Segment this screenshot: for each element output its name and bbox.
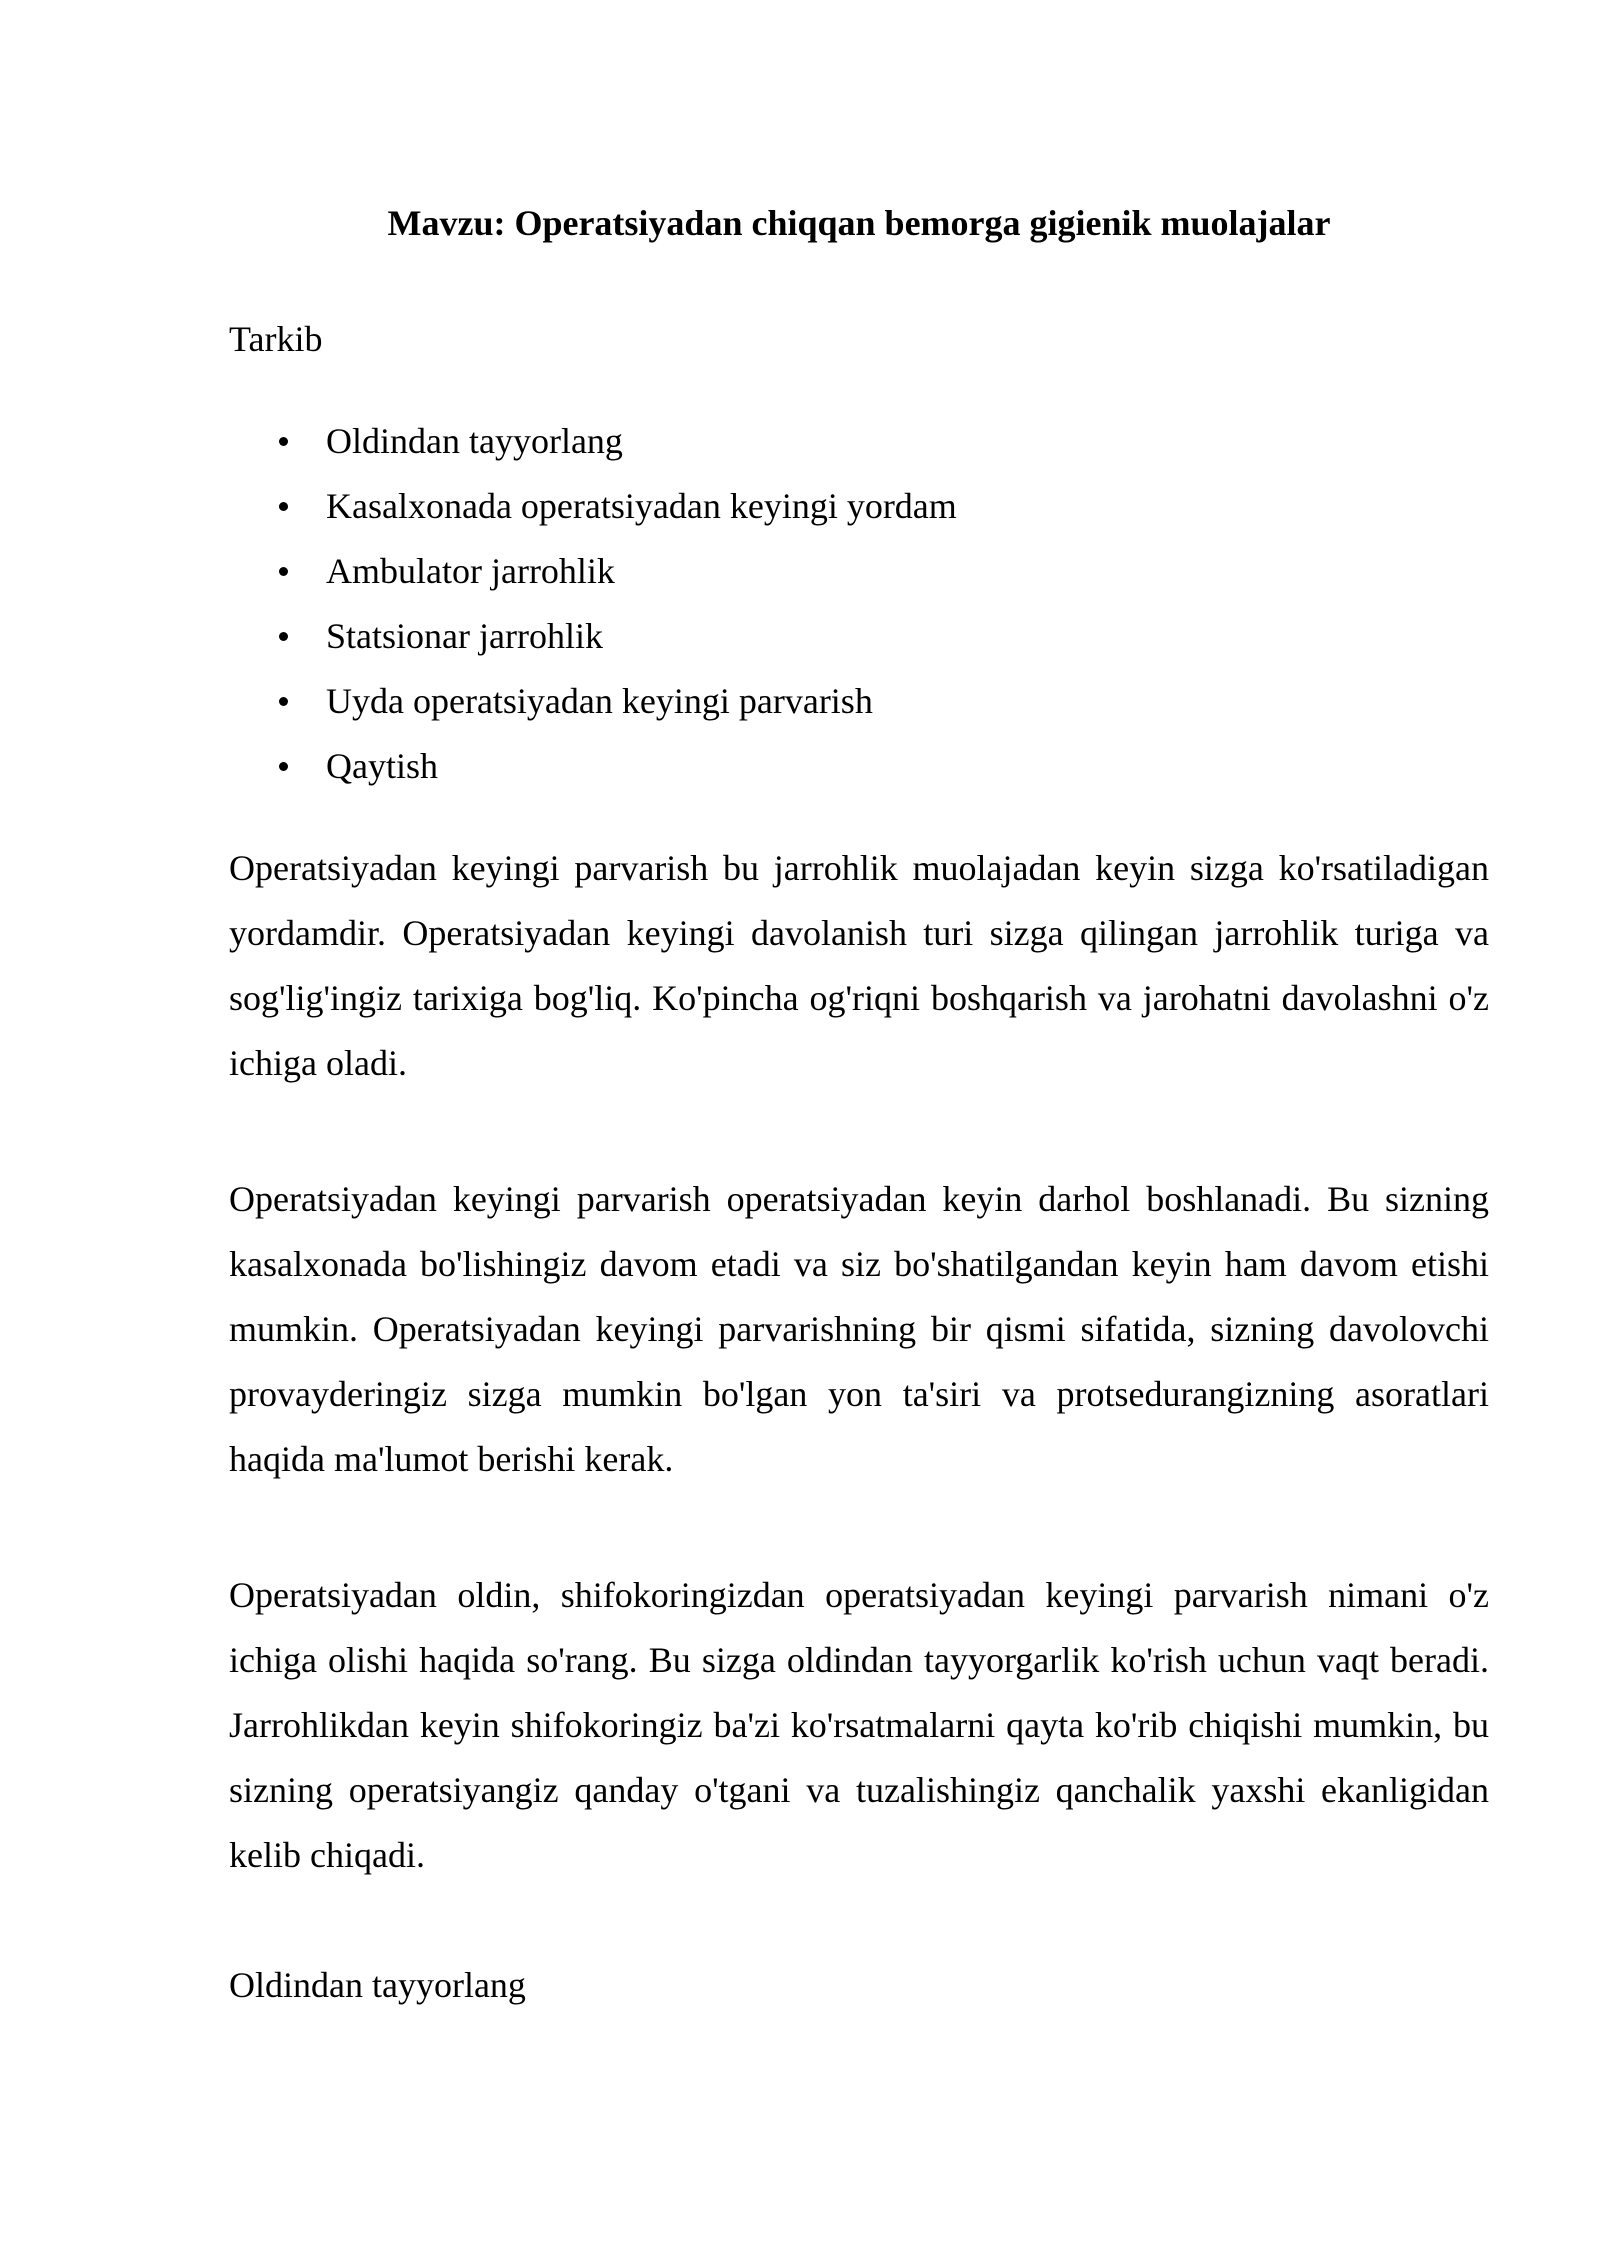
bullet-icon xyxy=(279,762,288,771)
bullet-icon xyxy=(279,502,288,511)
toc-item-label: Oldindan tayyorlang xyxy=(326,421,623,461)
toc-item xyxy=(229,479,1489,544)
body-paragraph: Operatsiyadan keyingi parvarish operatsiyadan keyin darhol boshlanadi. Bu sizning kasalxonada bo'lishingiz davom etadi va siz bo'shatilgandan keyin ham davom etishi mumkin. Operatsiyadan keyingi parvarishning bir qismi sifatida, sizning davolovchi provayderingiz sizga mumkin bo'lgan yon ta'siri va protsedurangizning asoratlari haqida ma'lumot berishi kerak. xyxy=(229,1179,1489,1479)
toc-list xyxy=(229,414,1489,804)
toc-item xyxy=(229,609,1489,674)
body-paragraph: Operatsiyadan oldin, shifokoringizdan operatsiyadan keyingi parvarish nimani o'z ichiga olishi haqida so'rang. Bu sizga oldindan tayyorgarlik ko'rish uchun vaqt beradi. Jarrohlikdan keyin shifokoringiz ba'zi ko'rsatmalarni qayta ko'rib chiqishi mumkin, bu sizning operatsiyangiz qanday o'tgani va tuzalishingiz qanchalik yaxshi ekanligidan kelib chiqadi. xyxy=(229,1575,1489,1875)
document-title: Mavzu: Operatsiyadan chiqqan bemorga gigienik muolajalar xyxy=(387,203,1331,243)
section-heading: Oldindan tayyorlang xyxy=(229,1965,526,2005)
bullet-icon xyxy=(279,632,288,641)
bullet-icon xyxy=(279,697,288,706)
toc-label: Tarkib xyxy=(229,319,323,359)
toc-item xyxy=(229,739,1489,804)
toc-item-label: Statsionar jarrohlik xyxy=(326,616,603,656)
toc-item-label: Kasalxonada operatsiyadan keyingi yordam xyxy=(326,486,957,526)
toc-item xyxy=(229,414,1489,479)
body-paragraph: Operatsiyadan keyingi parvarish bu jarrohlik muolajadan keyin sizga ko'rsatiladigan yordamdir. Operatsiyadan keyingi davolanish turi sizga qilingan jarrohlik turiga va sog'lig'ingiz tarixiga bog'liq. Ko'pincha og'riqni boshqarish va jarohatni davolashni o'z ichiga oladi. xyxy=(229,848,1489,1083)
bullet-icon xyxy=(279,437,288,446)
toc-item xyxy=(229,674,1489,739)
toc-item-label: Uyda operatsiyadan keyingi parvarish xyxy=(326,681,873,721)
toc-item xyxy=(229,544,1489,609)
bullet-icon xyxy=(279,567,288,576)
toc-item-label: Qaytish xyxy=(326,746,438,786)
toc-item-label: Ambulator jarrohlik xyxy=(326,551,615,591)
